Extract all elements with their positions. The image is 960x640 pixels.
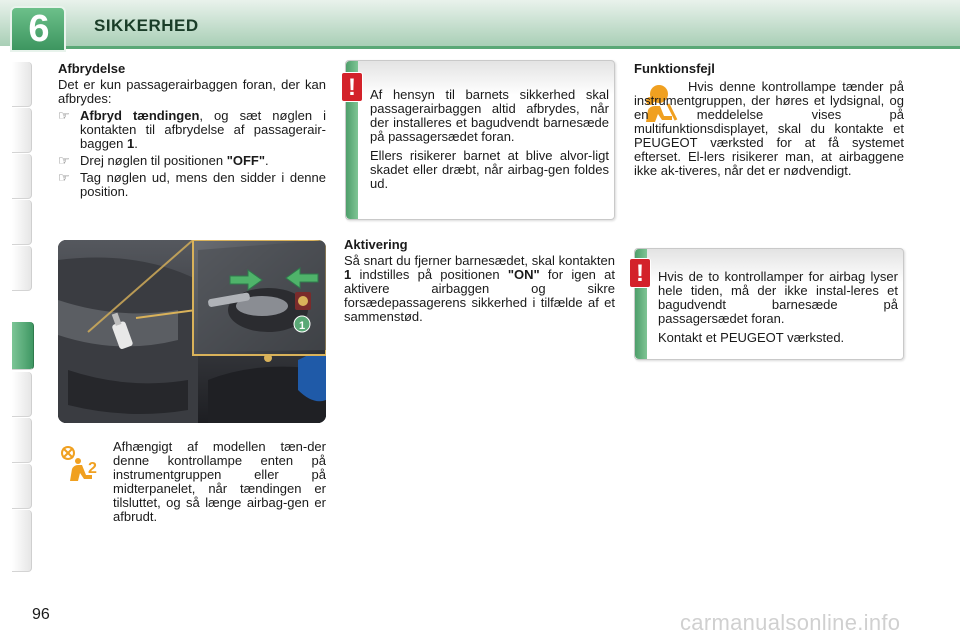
airbag-off-lamp-note: Afhængigt af modellen tæn-der denne kontrollampe enten på instrumentgruppen eller på midterpanelet, når tændingen er tilsluttet, og så længe airbag-gen er afbrudt. — [113, 439, 326, 524]
side-tab[interactable] — [12, 154, 32, 199]
warning1-paragraph: Af hensyn til barnets sikkerhed skal passagerairbaggen altid afbrydes, når der installeres et bagudvendt barnesæde på passagersædet foran. — [370, 87, 609, 144]
chapter-number: 6 — [28, 8, 50, 50]
side-tab[interactable] — [12, 418, 32, 463]
warning2-text — [658, 270, 898, 345]
side-tab[interactable] — [12, 62, 32, 107]
bullet-item: ☞ Tag nøglen ud, mens den sidder i denne position. — [58, 170, 326, 199]
activation-text: Så snart du fjerner barnesædet, skal kontakten 1 indstilles på positionen "ON" for igen at aktivere airbaggen og sikre forsædepassagerens sikkerhed i tilfælde af et sammenstød. — [344, 253, 615, 324]
callout-number: 1 — [298, 320, 306, 332]
disable-section — [58, 62, 326, 199]
side-tab[interactable] — [12, 464, 32, 509]
disable-heading: Afbrydelse — [58, 61, 126, 76]
side-tab[interactable] — [12, 510, 32, 572]
exclamation-icon: ! — [341, 72, 363, 102]
side-tab[interactable] — [12, 372, 32, 417]
side-tab[interactable] — [12, 108, 32, 153]
airbag-off-warning-icon — [58, 445, 102, 483]
side-tab[interactable] — [12, 246, 32, 291]
side-tab-active[interactable] — [12, 322, 34, 370]
activation-section — [344, 238, 615, 324]
airbag-switch-illustration — [58, 240, 326, 423]
hand-pointer-icon: ☞ — [58, 170, 70, 185]
hand-pointer-icon: ☞ — [58, 108, 70, 123]
exclamation-icon: ! — [629, 258, 651, 288]
bullet-item: ☞ Drej nøglen til positionen "OFF". — [58, 153, 269, 168]
malfunction-section — [634, 62, 904, 76]
hand-pointer-icon: ☞ — [58, 153, 70, 168]
side-tab[interactable] — [12, 200, 32, 245]
warning1-text — [370, 88, 609, 191]
watermark: carmanualsonline.info — [680, 610, 901, 635]
bullet-item: ☞ Afbryd tændingen, og sæt nøglen i kontakten til afbrydelse af passagerair-baggen 1. — [58, 108, 327, 151]
malfunction-heading: Funktionsfejl — [634, 61, 715, 76]
warning2-paragraph: Kontakt et PEUGEOT værksted. — [658, 330, 845, 345]
svg-text:2: 2 — [88, 460, 97, 477]
warning2-paragraph: Hvis de to kontrollamper for airbag lyser hele tiden, må der ikke instal-leres et bagudvendt barnesæde på passagersædet foran. — [658, 269, 898, 326]
activation-heading: Aktivering — [344, 237, 408, 252]
section-title: SIKKERHED — [94, 16, 199, 35]
side-index-tabs — [12, 62, 34, 577]
disable-intro: Det er kun passagerairbaggen foran, der kan afbrydes: — [58, 77, 326, 106]
page-number: 96 — [32, 606, 50, 623]
airbag-switch-photo — [58, 240, 326, 423]
header-rule — [60, 46, 960, 49]
warning1-paragraph: Ellers risikerer barnet at blive alvor-ligt skadet eller dræbt, når airbag-gen foldes ud. — [370, 148, 609, 191]
malfunction-text: Hvis denne kontrollampe tænder på instrumentgruppen, der høres et lydsignal, og en meddelelse vises på multifunktionsdisplayet, skal du kontakte et PEUGEOT værksted for at få systemet efterset. El-lers risikerer man, at airbaggene ikke ak-tiveres, når det er nødvendigt. — [634, 79, 904, 178]
